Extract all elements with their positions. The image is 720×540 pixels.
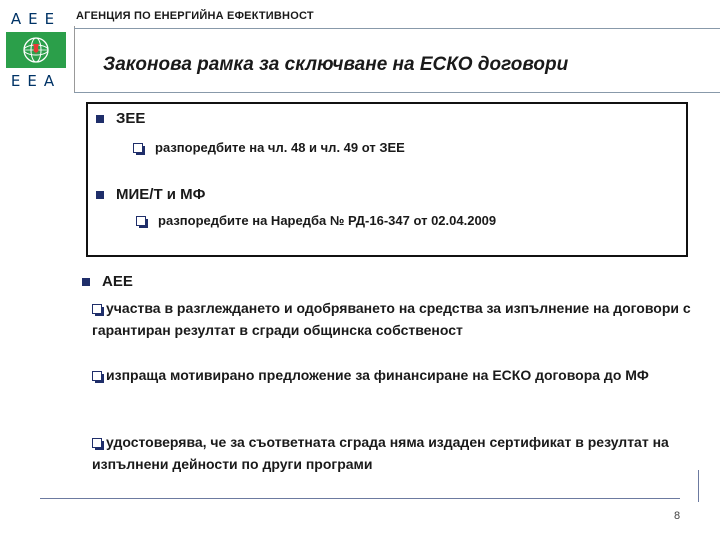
paragraph-text: участва в разглеждането и одобряването на средства за изпълнение на договори с гарантиран резултат в сгради общинска собственост bbox=[92, 300, 691, 338]
square-bullet-icon bbox=[96, 115, 104, 123]
logo-text-bottom: EEA bbox=[10, 72, 62, 90]
logo-text-top: AEE bbox=[10, 10, 62, 28]
square-bullet-icon bbox=[96, 191, 104, 199]
bullet-item-mie-mf bbox=[96, 186, 205, 203]
aee-paragraph bbox=[92, 431, 702, 475]
sub-bullet-text: разпоредбите на Наредба № РД-16-347 от 02.04.2009 bbox=[158, 213, 497, 228]
hollow-square-bullet-icon bbox=[136, 216, 146, 226]
square-bullet-icon bbox=[82, 278, 90, 286]
header-bottom-divider bbox=[74, 92, 720, 93]
hollow-square-bullet-icon bbox=[133, 143, 143, 153]
bullet-item-aee bbox=[82, 273, 133, 290]
aee-paragraph bbox=[92, 364, 702, 386]
header-vertical-divider bbox=[74, 26, 75, 92]
legal-framework-box bbox=[86, 102, 688, 257]
hollow-square-bullet-icon bbox=[92, 371, 102, 381]
page-number: 8 bbox=[674, 510, 681, 522]
slide-title: Законова рамка за сключване на ЕСКО договори bbox=[103, 54, 569, 75]
footer-vertical-divider bbox=[698, 470, 699, 502]
sub-bullet-zee bbox=[133, 140, 405, 155]
bullet-label: ЗЕЕ bbox=[116, 110, 146, 127]
paragraph-text: удостоверява, че за съответната сграда няма издаден сертификат в резултат на изпълнени дейности по други програми bbox=[92, 434, 669, 472]
bullet-label: МИЕ/Т и МФ bbox=[116, 186, 206, 203]
agency-logo bbox=[6, 6, 66, 92]
sub-bullet-text: разпоредбите на чл. 48 и чл. 49 от ЗЕЕ bbox=[155, 140, 405, 155]
logo-emblem bbox=[6, 32, 66, 68]
hollow-square-bullet-icon bbox=[92, 304, 102, 314]
footer-divider bbox=[40, 498, 680, 499]
header-top-divider bbox=[74, 28, 720, 29]
bullet-item-zee bbox=[96, 110, 145, 127]
agency-name: АГЕНЦИЯ ПО ЕНЕРГИЙНА ЕФЕКТИВНОСТ bbox=[76, 10, 314, 22]
sub-bullet-mie-mf bbox=[136, 213, 496, 228]
aee-paragraph bbox=[92, 297, 702, 341]
hollow-square-bullet-icon bbox=[92, 438, 102, 448]
paragraph-text: изпраща мотивирано предложение за финансиране на ЕСКО договора до МФ bbox=[106, 367, 649, 383]
bullet-label: АЕЕ bbox=[102, 273, 133, 290]
